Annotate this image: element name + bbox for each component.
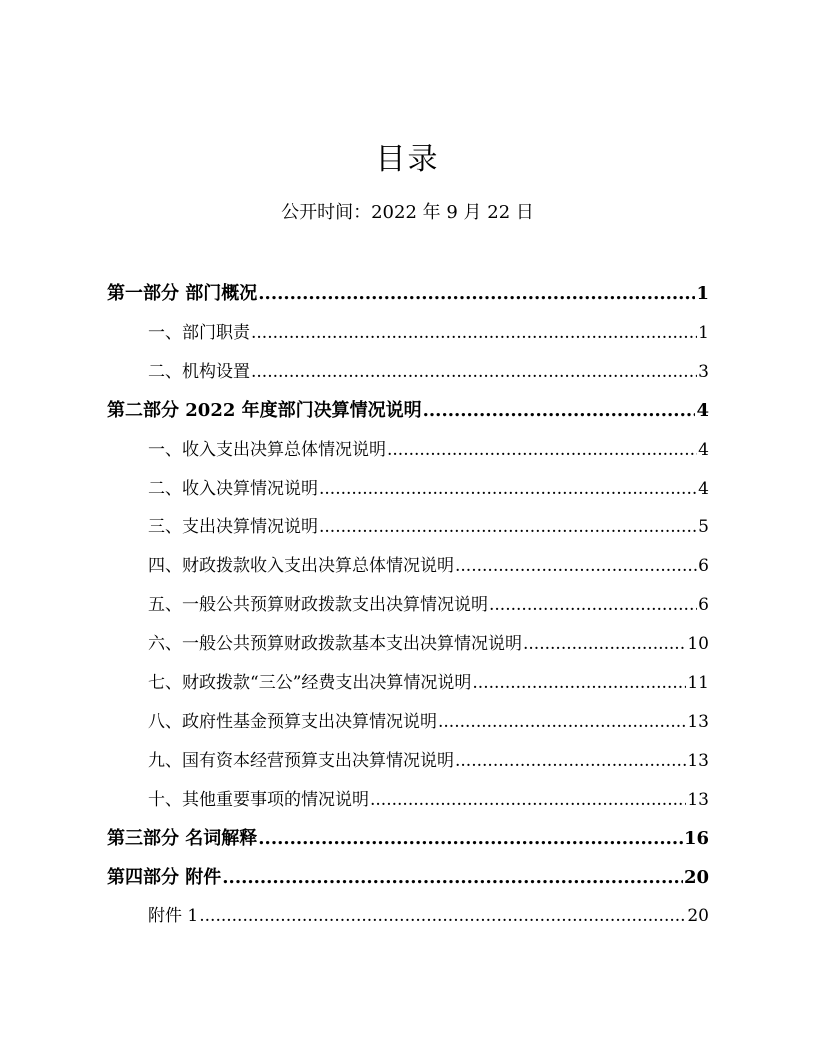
toc-dot-leader (455, 551, 697, 581)
toc-subsection-entry[interactable] (148, 435, 709, 465)
toc-dot-leader (251, 357, 697, 387)
toc-section-entry[interactable] (107, 279, 709, 309)
toc-page-number: 6 (698, 595, 709, 616)
toc-entry-label: 三、支出决算情况说明 (148, 517, 318, 538)
toc-dot-leader (472, 668, 686, 698)
toc-page-number: 4 (698, 439, 709, 460)
toc-entry-label: 五、一般公共预算财政拨款支出决算情况说明 (148, 595, 488, 616)
toc-dot-leader (222, 863, 683, 893)
toc-entry-label: 第一部分 部门概况 (107, 283, 258, 304)
toc-dot-leader (455, 746, 686, 776)
toc-entry-label: 二、收入决算情况说明 (148, 478, 318, 499)
toc-entry-label: 第三部分 名词解释 (107, 827, 258, 849)
toc-dot-leader (319, 512, 697, 542)
page-title: 目录 (375, 142, 440, 177)
toc-subsection-entry[interactable] (148, 746, 709, 776)
toc-dot-leader (319, 474, 697, 504)
publish-date: 公开时间：2022 年 9 月 22 日 (281, 202, 534, 223)
toc-page-number: 13 (687, 789, 709, 810)
toc-page-number: 4 (696, 399, 709, 421)
toc-entry-label: 四、财政拨款收入支出决算总体情况说明 (148, 556, 454, 577)
toc-entry-label: 一、部门职责 (148, 322, 250, 343)
toc-section-entry[interactable] (107, 396, 709, 426)
toc-page-number: 5 (698, 517, 709, 538)
toc-subsection-entry[interactable] (148, 512, 709, 542)
toc-subsection-entry[interactable] (148, 629, 709, 659)
toc-subsection-entry[interactable] (148, 707, 709, 737)
toc-entry-label: 第二部分 2022 年度部门决算情况说明 (107, 399, 422, 421)
toc-page-number: 20 (687, 906, 709, 927)
toc-dot-leader (258, 824, 683, 854)
toc-subsection-entry[interactable] (148, 551, 709, 581)
toc-dot-leader (251, 318, 697, 348)
toc-dot-leader (258, 279, 695, 309)
toc-entry-label: 附件 1 (148, 906, 199, 927)
toc-page-number: 1 (696, 283, 709, 304)
toc-page-number: 10 (687, 634, 709, 655)
toc-entry-label: 六、一般公共预算财政拨款基本支出决算情况说明 (148, 634, 522, 655)
toc-dot-leader (387, 435, 697, 465)
toc-entry-label: 一、收入支出决算总体情况说明 (148, 439, 386, 460)
toc-section-entry[interactable] (107, 863, 709, 893)
toc-entry-label: 第四部分 附件 (107, 866, 222, 888)
toc-page-number: 16 (683, 827, 709, 849)
toc-subsection-entry[interactable] (148, 901, 709, 931)
toc-page-number: 3 (698, 361, 709, 382)
toc-page-number: 20 (683, 866, 709, 888)
toc-entry-label: 九、国有资本经营预算支出决算情况说明 (148, 750, 454, 771)
toc-entry-label: 二、机构设置 (148, 361, 250, 382)
toc-page-number: 6 (698, 556, 709, 577)
toc-dot-leader (370, 785, 686, 815)
toc-page-number: 11 (687, 673, 709, 693)
toc-subsection-entry[interactable] (148, 785, 709, 815)
toc-subsection-entry[interactable] (148, 474, 709, 504)
toc-dot-leader (523, 629, 686, 659)
toc-entry-label: 八、政府性基金预算支出决算情况说明 (148, 711, 437, 732)
toc-page-number: 1 (698, 322, 709, 343)
toc-page-number: 13 (687, 711, 709, 732)
toc-subsection-entry[interactable] (148, 590, 709, 620)
toc-subsection-entry[interactable] (148, 668, 709, 698)
toc-dot-leader (423, 396, 696, 426)
toc-section-entry[interactable] (107, 824, 709, 854)
toc-dot-leader (438, 707, 686, 737)
toc-dot-leader (199, 901, 686, 931)
toc-page-number: 13 (687, 750, 709, 771)
toc-dot-leader (489, 590, 697, 620)
toc-subsection-entry[interactable] (148, 357, 709, 387)
toc-subsection-entry[interactable] (148, 318, 709, 348)
toc-page-number: 4 (698, 478, 709, 499)
toc-entry-label: 十、其他重要事项的情况说明 (148, 789, 369, 810)
toc-entry-label: 七、财政拨款“三公”经费支出决算情况说明 (148, 673, 472, 693)
